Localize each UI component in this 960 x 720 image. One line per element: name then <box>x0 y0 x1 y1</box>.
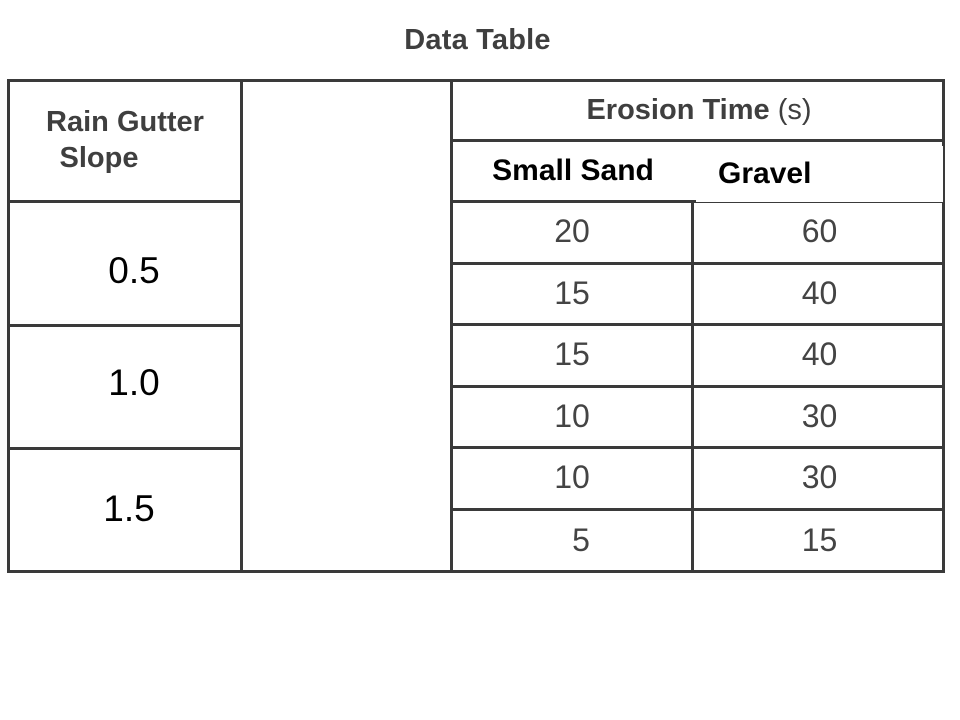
divider-slope-group-2 <box>7 447 242 450</box>
gravel-cell: 60 <box>801 212 838 249</box>
small-sand-cell: 10 <box>554 397 590 434</box>
gravel-cell: 40 <box>801 274 838 311</box>
erosion-time-unit: (s) <box>777 94 812 126</box>
gravel-cell: 15 <box>801 521 838 558</box>
gravel-cell: 40 <box>801 335 838 372</box>
slope-value-3: 1.5 <box>96 486 162 532</box>
small-sand-cell: 20 <box>554 212 590 249</box>
erosion-time-label: Erosion Time <box>586 94 770 126</box>
slope-header-line1: Rain Gutter <box>46 105 204 138</box>
slope-value-2: 1.0 <box>98 360 170 406</box>
table-title: Data Table <box>404 24 551 56</box>
slope-header-line2: Slope <box>59 142 139 174</box>
blank-column-header <box>243 82 450 200</box>
slope-value-1: 0.5 <box>98 248 170 294</box>
divider-erosion-header <box>451 139 945 142</box>
divider-slope-header <box>7 200 242 203</box>
small-sand-cell: 5 <box>572 521 590 558</box>
divider-slope-group-1 <box>7 324 242 327</box>
erosion-time-header <box>453 82 945 139</box>
small-sand-cell: 15 <box>554 335 590 372</box>
small-sand-cell: 10 <box>554 458 590 495</box>
slope-column-header <box>10 90 240 190</box>
gravel-cell: 30 <box>801 458 838 495</box>
gravel-cell: 30 <box>801 397 838 434</box>
small-sand-column-header: Small Sand <box>468 146 678 196</box>
gravel-column-header: Gravel <box>696 146 943 202</box>
small-sand-cell: 15 <box>554 274 590 311</box>
